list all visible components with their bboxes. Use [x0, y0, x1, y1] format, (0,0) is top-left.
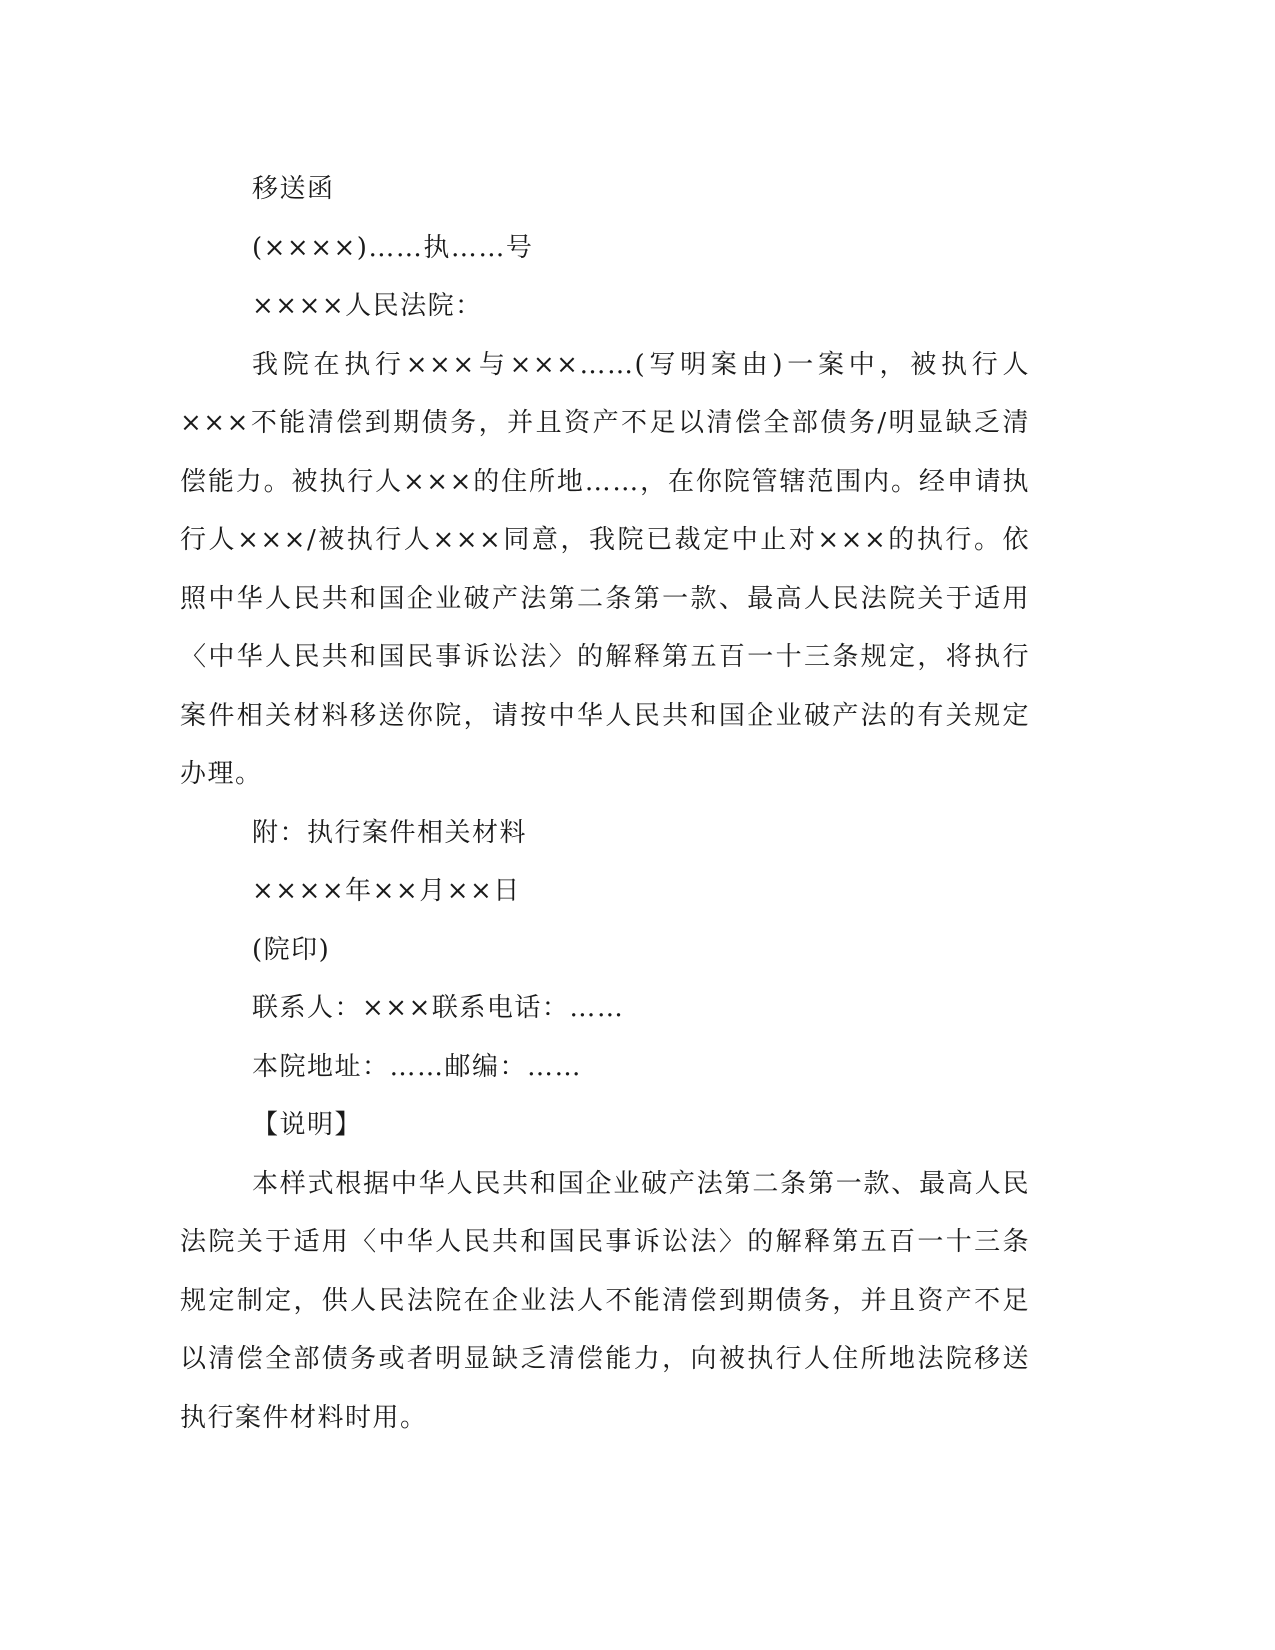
- document-title: 移送函: [252, 174, 335, 204]
- address-line: 本院地址：……邮编：……: [252, 1051, 583, 1082]
- seal-line: (院印): [252, 934, 331, 965]
- attachment-line: 附：执行案件相关材料: [252, 817, 528, 848]
- date-line: ××××年××月××日: [252, 876, 521, 906]
- note-title: 【说明】: [252, 1110, 363, 1140]
- contact-line: 联系人：×××联系电话：……: [252, 993, 625, 1023]
- document-body: [180, 160, 1030, 1447]
- body-paragraph: 我院在执行×××与×××……(写明案由)一案中，被执行人×××不能清偿到期债务，并且资产不足以清偿全部债务/明显缺乏清偿能力。被执行人×××的住所地……，在你院管辖范围内。经申请执行人×××/被执行人×××同意，我院已裁定中止对×××的执行。依照中华人民共和国企业破产法第二条第一款、最高人民法院关于适用〈中华人民共和国民事诉讼法〉的解释第五百一十三条规定，将执行案件相关材料移送你院，请按中华人民共和国企业破产法的有关规定办理。: [180, 349, 1030, 789]
- addressee: ××××人民法院：: [252, 291, 483, 321]
- note-paragraph: 本样式根据中华人民共和国企业破产法第二条第一款、最高人民法院关于适用〈中华人民共和国民事诉讼法〉的解释第五百一十三条规定制定，供人民法院在企业法人不能清偿到期债务，并且资产不足以清偿全部债务或者明显缺乏清偿能力，向被执行人住所地法院移送执行案件材料时用。: [180, 1168, 1030, 1433]
- case-number: (××××)……执……号: [252, 232, 534, 263]
